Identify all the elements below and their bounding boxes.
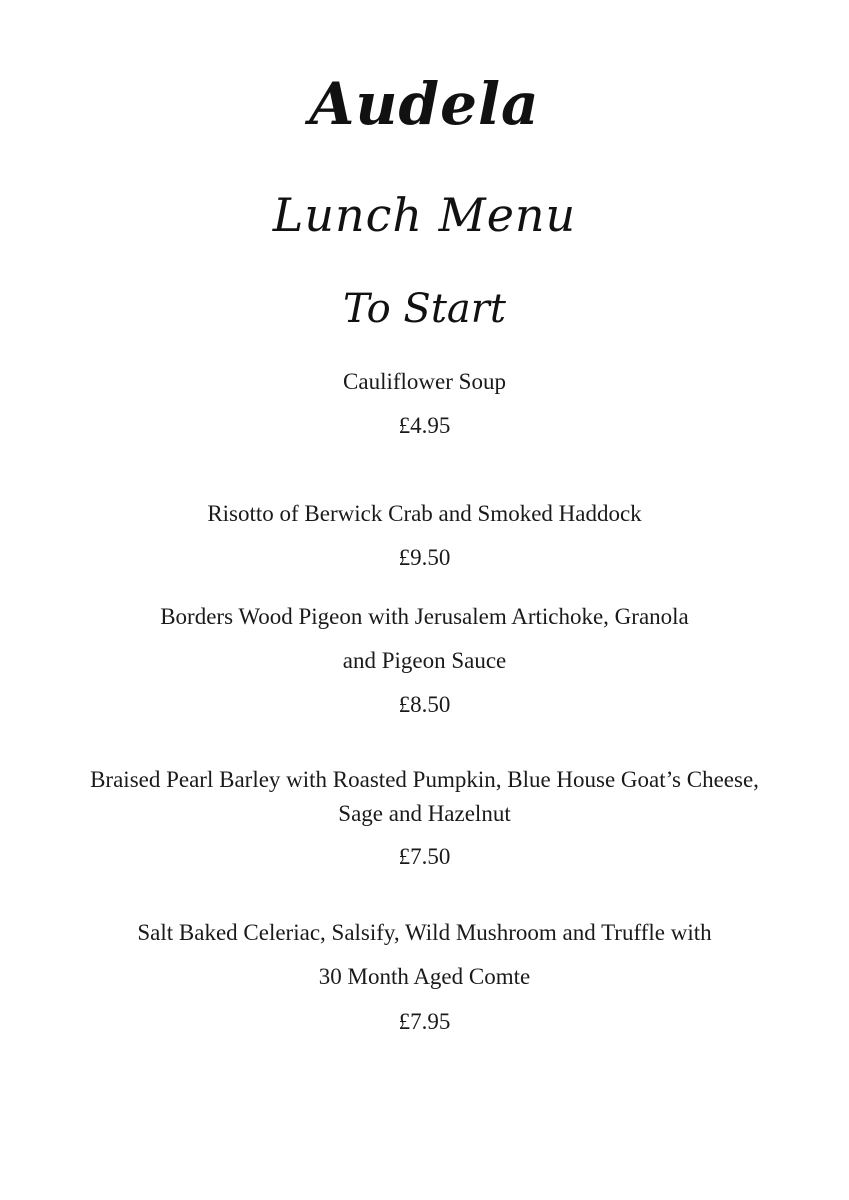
dish-3-name-line-2: and Pigeon Sauce [342,648,507,673]
dish-1-name: Cauliflower Soup [343,369,506,394]
section-title: To Start [343,286,506,332]
dish-5-price: £7.95 [398,1009,451,1034]
dish-5-name-line-2: 30 Month Aged Comte [318,964,531,989]
dish-1-price: £4.95 [398,413,451,438]
restaurant-name: Audela [309,70,540,138]
dish-4-name-line-1: Braised Pearl Barley with Roasted Pumpkin, Blue House Goat’s Cheese, [90,767,759,792]
dish-5-name-line-1: Salt Baked Celeriac, Salsify, Wild Mushroom and Truffle with [137,920,712,945]
menu-title: Lunch Menu [272,188,577,242]
dish-2-name: Risotto of Berwick Crab and Smoked Haddock [207,501,642,526]
dish-3-price: £8.50 [398,692,451,717]
dish-4-price: £7.50 [398,844,451,869]
dish-4-name-line-2: Sage and Hazelnut [338,801,511,826]
dish-2-price: £9.50 [398,545,451,570]
dish-3-name-line-1: Borders Wood Pigeon with Jerusalem Artichoke, Granola [160,604,689,629]
